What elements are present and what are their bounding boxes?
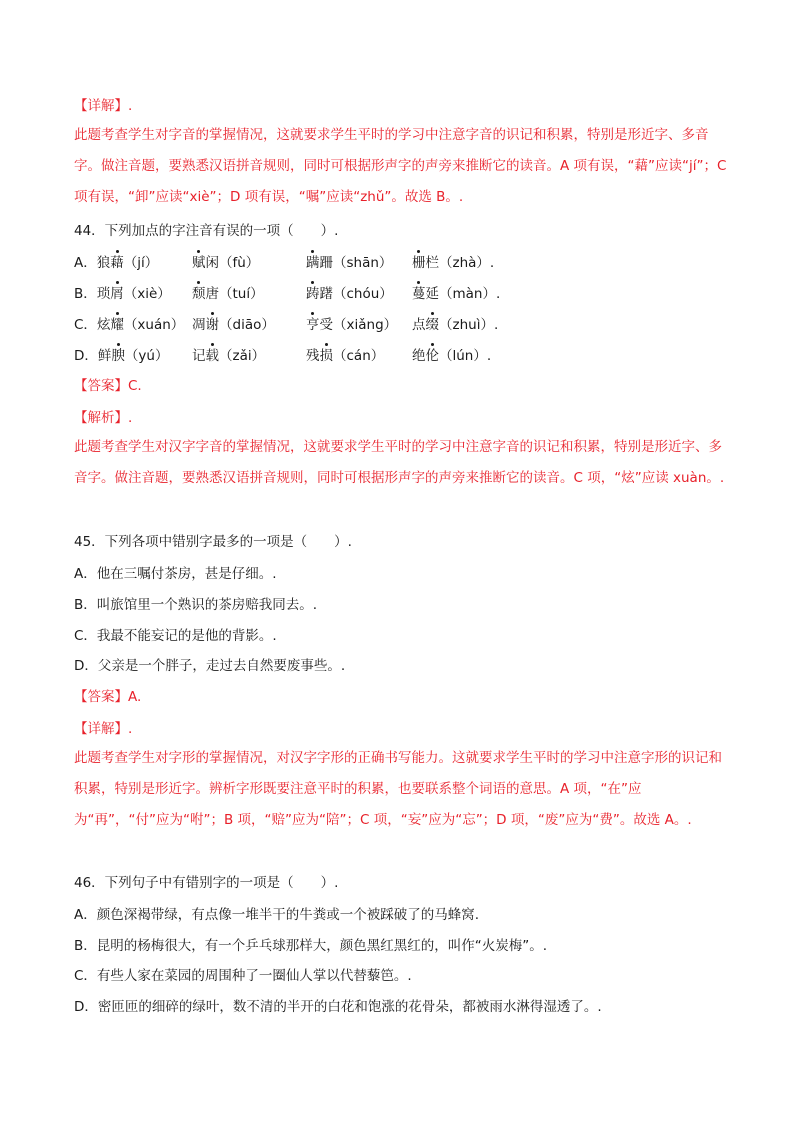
dotted-character: 耀 [110,317,124,333]
dotted-character: 缀 [425,317,439,333]
word-part: 栏（zhà）. [425,255,495,271]
question-45-option-d: D．父亲是一个胖子，走过去自然要废事些。. [74,658,346,674]
option-item [192,346,265,366]
word-part: （zhuì）. [439,317,499,333]
word-part: 绝 [412,348,426,364]
word-part: （cán） [333,348,385,364]
word-part: 跚（shān） [319,255,393,271]
word-part: 受（xiǎng） [319,317,398,333]
option-item [74,284,171,304]
dotted-character: 赋 [192,255,206,271]
answer-label: 【答案】C. [74,378,142,394]
option-item [306,346,384,366]
option-letter: A． [74,255,97,271]
word-part: 闲（fù） [205,255,260,271]
option-item [192,315,275,335]
dotted-character: 藉 [110,255,124,271]
word-part: 炫 [96,317,111,333]
dotted-character: 踌 [306,286,320,302]
dotted-character: 载 [205,348,219,364]
option-item [74,253,158,273]
option-item [412,346,491,366]
word-part: 延（màn）. [425,286,501,302]
option-item [74,315,184,335]
dotted-character: 伦 [425,348,439,364]
question-46-option-d: D．密匝匝的细碎的绿叶，数不清的半开的白花和饱涨的花骨朵，都被雨水淋得湿透了。. [74,999,602,1015]
dotted-character: 腴 [111,348,125,364]
option-letter: C． [74,317,97,333]
option-letter: B． [74,286,97,302]
option-letter: D． [74,348,98,364]
word-part: 残 [306,348,320,364]
dotted-character: 损 [319,348,333,364]
analysis-text: 此题考查学生对汉字字音的掌握情况，这就要求学生平时的学习中注意字音的识记和积累，特别是形近字、多音字。做注音题，要熟悉汉语拼音规则，同时可根据形声字的声旁来推断它的读音。C 项，“炫”应读 xuàn。. [74,439,725,486]
dotted-character: 谢 [205,317,219,333]
word-part: 唐（tuí） [205,286,264,302]
word-part: （xuán） [123,317,185,333]
word-part: 凋 [192,317,206,333]
question-46: 46．下列句子中有错别字的一项是（ ）. [74,875,339,891]
option-item [306,253,392,273]
word-part: 狼 [96,255,111,271]
question-46-option-a: A．颜色深褐带绿，有点像一堆半干的牛粪或一个被踩破了的马蜂窝. [74,907,480,923]
question-44: 44．下列加点的字注音有误的一项（ ）. [74,223,339,239]
dotted-character: 颓 [192,286,206,302]
question-45: 45．下列各项中错别字最多的一项是（ ）. [74,534,352,550]
question-45-option-a: A．他在三嘱付茶房，甚是仔细。. [74,566,277,582]
option-item [74,346,168,366]
detail-label: 【详解】. [74,98,133,114]
question-45-option-b: B．叫旅馆里一个熟识的茶房赔我同去。. [74,597,318,613]
option-item [192,253,259,273]
question-46-option-b: B．昆明的杨梅很大，有一个乒乓球那样大，颜色黑红黑红的，叫作“火炭梅”。. [74,938,548,954]
word-part: （zǎi） [219,348,266,364]
analysis-label: 【解析】. [74,410,133,426]
word-part: （lún）. [439,348,492,364]
option-item [306,284,393,304]
word-part: 琐 [96,286,111,302]
question-45-option-c: C．我最不能妄记的是他的背影。. [74,628,277,644]
word-part: （diāo） [219,317,275,333]
option-item [192,284,264,304]
word-part: （xiè） [123,286,171,302]
dotted-character: 栅 [412,255,426,271]
word-part: （jí） [123,255,159,271]
word-part: （yú） [124,348,169,364]
word-part: 记 [192,348,206,364]
option-item [412,253,494,273]
word-part: 躇（chóu） [319,286,393,302]
detail-text: 此题考查学生对字音的掌握情况，这就要求学生平时的学习中注意字音的识记和积累，特别是形近字、多音字。做注音题，要熟悉汉语拼音规则，同时可根据形声字的声旁来推断它的读音。A 项有误，“藉”应读“jí”；C 项有误，“卸”应读“xiè”；D 项有误，“嘱”应读“zhǔ”。故选 B。. [74,127,727,205]
option-item [412,284,500,304]
dotted-character: 屑 [110,286,124,302]
question-46-option-c: C．有些人家在菜园的周围种了一圈仙人掌以代替藜笆。. [74,968,412,984]
answer-label: 【答案】A. [74,689,142,705]
dotted-character: 蔓 [412,286,426,302]
option-item [306,315,397,335]
dotted-character: 蹒 [306,255,320,271]
detail-label: 【详解】. [74,721,133,737]
dotted-character: 亨 [306,317,320,333]
detail-text: 此题考查学生对字形的掌握情况，对汉字字形的正确书写能力。这就要求学生平时的学习中注意字形的识记和积累，特别是形近字。辨析字形既要注意平时的积累，也要联系整个词语的意思。A 项，“在”应为“再”，“付”应为“咐”；B 项，“赔”应为“陪”；C 项，“妄”应为“忘”；D 项，“废”应为“费”。故选 A。. [74,750,722,828]
option-item [412,315,498,335]
word-part: 点 [412,317,426,333]
word-part: 鲜 [97,348,112,364]
